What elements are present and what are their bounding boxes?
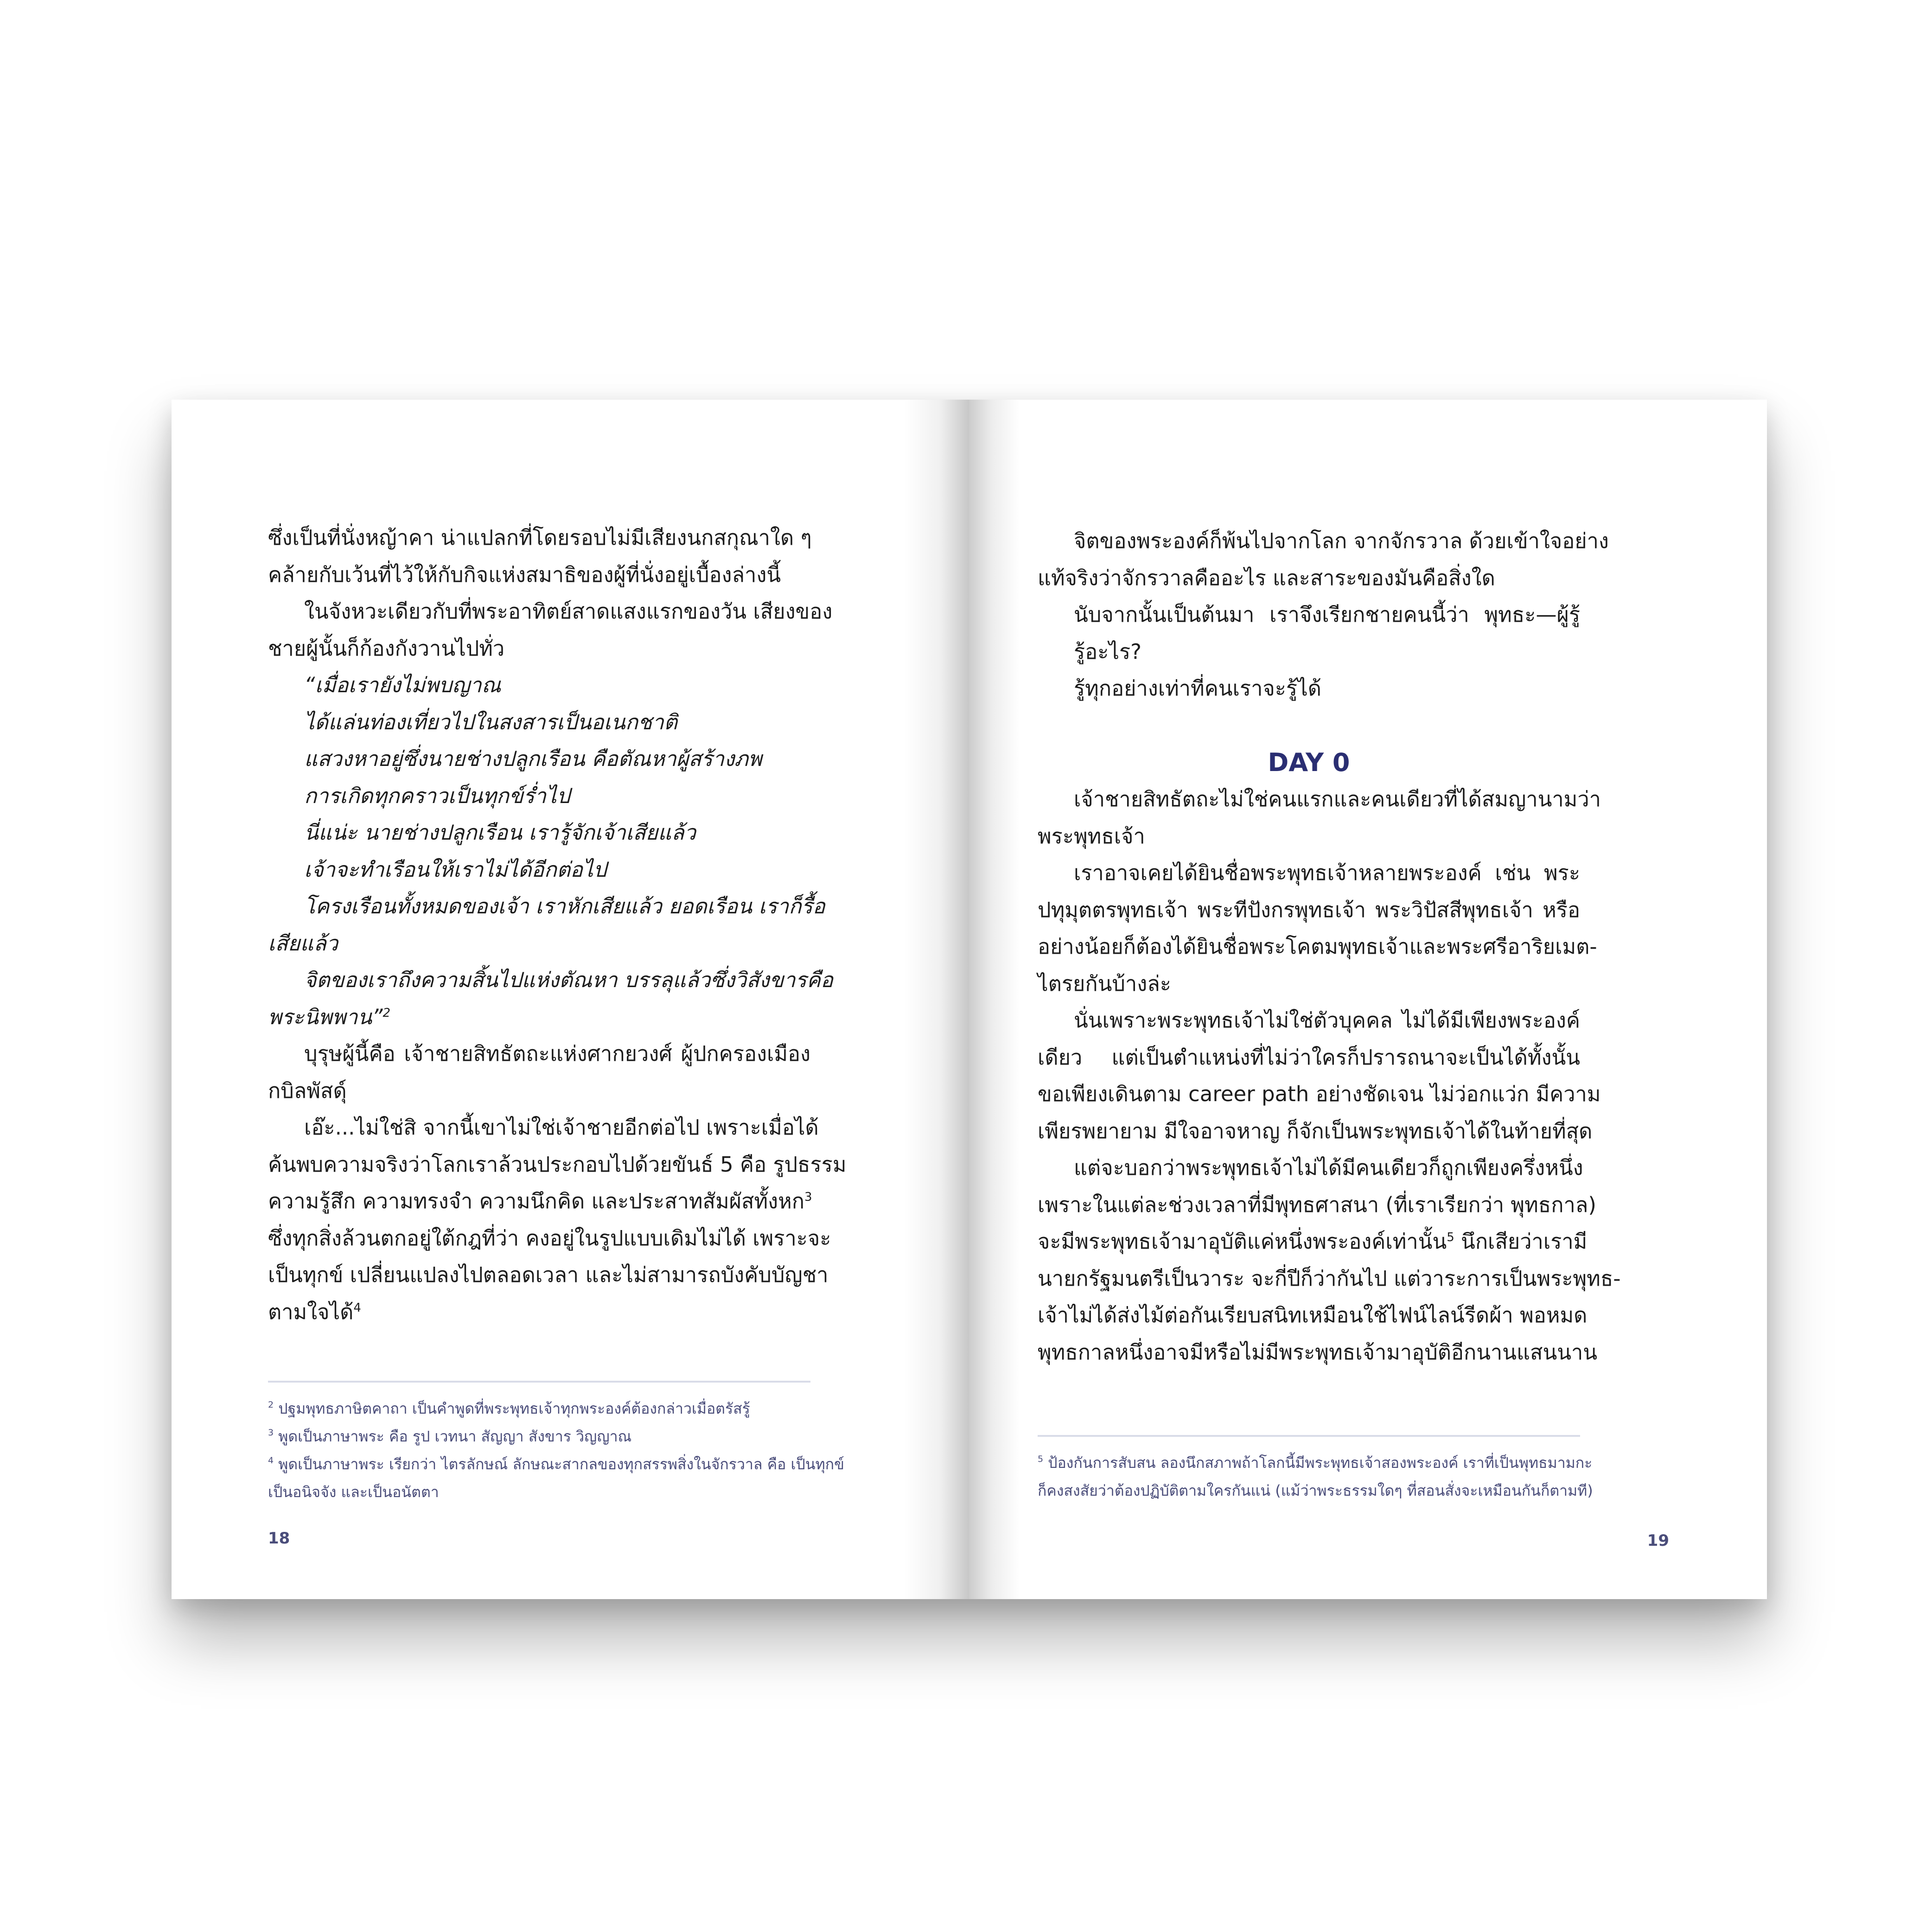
line-text: นี่แน่ะ นายช่างปลูกเรือน เรารู้จักเจ้าเสียแล้ว — [304, 820, 696, 845]
line-text: จะมีพระพุทธเจ้ามาอุบัติแค่หนึ่งพระองค์เท่านั้น — [1038, 1229, 1447, 1254]
footnote-text: พูดเป็นภาษาพระ คือ รูป เวทนา สัญญา สังขาร วิญญาณ — [278, 1428, 632, 1445]
line-text: เพียรพยายาม มีใจอาจหาญ ก็จักเป็นพระพุทธเจ้าได้ในท้ายที่สุด — [1038, 1118, 1593, 1143]
text-line — [1038, 633, 1580, 670]
text-line — [268, 1072, 810, 1109]
footnote-marker: 5 — [1447, 1231, 1454, 1244]
text-line — [268, 704, 810, 741]
footnote-number: 3 — [268, 1428, 274, 1438]
line-text: แต่จะบอกว่าพระพุทธเจ้าไม่ได้มีคนเดียวก็ถูกเพียงครึ่งหนึ่ง — [1074, 1155, 1583, 1180]
text-line — [1038, 1076, 1601, 1113]
line-text: ตามใจได้ — [268, 1299, 354, 1324]
text-line — [268, 519, 810, 556]
text-line — [268, 1146, 847, 1183]
text-line — [268, 667, 810, 704]
line-text: พระพุทธเจ้า — [1038, 823, 1145, 848]
footnote-marker: 3 — [804, 1190, 812, 1204]
text-line — [268, 1109, 819, 1146]
footnote-text: ป้องกันการสับสน ลองนึกสภาพถ้าโลกนี้มีพระพุทธเจ้าสองพระองค์ เราที่เป็นพุทธมามกะ — [1048, 1454, 1593, 1472]
text-line — [268, 630, 810, 667]
line-text: นายกรัฐมนตรีเป็นวาระ จะกี่ปีก็ว่ากันไป แต่วาระการเป็นพระพุทธ- — [1038, 1266, 1621, 1291]
line-text: เป็นทุกข์ เปลี่ยนแปลงไปตลอดเวลา และไม่สามารถบังคับบัญชา — [268, 1262, 829, 1287]
footnote-marker: 4 — [353, 1301, 361, 1315]
text-line — [268, 778, 810, 815]
text-line — [268, 740, 810, 778]
line-text: เสียแล้ว — [268, 931, 338, 956]
footnote — [1038, 1477, 1593, 1505]
line-text: ชายผู้นั้นก็ก้องกังวานไปทั่ว — [268, 636, 505, 661]
footnote-text: ปฐมพุทธภาษิตคาถา เป็นคำพูดที่พระพุทธเจ้าทุกพระองค์ต้องกล่าวเมื่อตรัสรู้ — [278, 1400, 750, 1417]
text-line — [1038, 670, 1580, 707]
line-text: นั่นเพราะพระพุทธเจ้าไม่ใช่ตัวบุคคล ไม่ได้มีเพียงพระองค์ — [1074, 1008, 1580, 1033]
line-text: “เมื่อเรายังไม่พบญาณ — [304, 673, 501, 697]
text-line — [1038, 596, 1580, 633]
left-page — [172, 400, 969, 1599]
line-text: พระนิพพาน” — [268, 1004, 383, 1029]
line-text: บุรุษผู้นี้คือ เจ้าชายสิทธัตถะแห่งศากยวงศ์ ผู้ปกครองเมือง — [304, 1041, 810, 1066]
line-text: ในจังหวะเดียวกับที่พระอาทิตย์สาดแสงแรกของวัน เสียงของ — [304, 599, 833, 624]
line-text: พุทธกาลหนึ่งอาจมีหรือไม่มีพระพุทธเจ้ามาอุบัติอีกนานแสนนาน — [1038, 1339, 1598, 1365]
line-text: รู้อะไร? — [1074, 639, 1142, 664]
text-line — [268, 925, 810, 962]
line-text: ค้นพบความจริงว่าโลกเราล้วนประกอบไปด้วยขันธ์ 5 คือ รูปธรรม — [268, 1152, 847, 1177]
line-text: ได้แล่นท่องเที่ยวไปในสงสารเป็นอเนกชาติ — [304, 709, 677, 734]
line-text: เพราะในแต่ละช่วงเวลาที่มีพุทธศาสนา (ที่เราเรียกว่า พุทธกาล) — [1038, 1192, 1596, 1217]
text-line — [1038, 928, 1597, 965]
text-line — [1038, 818, 1580, 855]
text-line — [268, 1294, 810, 1331]
text-line — [1038, 1039, 1580, 1076]
right-body-text — [1038, 523, 1621, 1371]
text-line — [1038, 1260, 1621, 1297]
line-text: อย่างน้อยก็ต้องได้ยินชื่อพระโคตมพุทธเจ้าและพระศรีอาริยเมต- — [1038, 934, 1597, 959]
text-line — [268, 593, 833, 630]
footnote-number: 5 — [1038, 1454, 1044, 1464]
line-text: รู้ทุกอย่างเท่าที่คนเราจะรู้ได้ — [1074, 676, 1321, 701]
text-line — [1038, 854, 1580, 892]
section-heading: DAY 0 — [1268, 747, 1350, 777]
text-line — [1038, 560, 1580, 597]
book-spread — [172, 400, 1767, 1599]
footnote-number: 4 — [268, 1455, 274, 1466]
footnote-number: 2 — [268, 1400, 274, 1410]
text-line — [1038, 523, 1609, 560]
line-text: ซึ่งเป็นที่นั่งหญ้าคา น่าแปลกที่โดยรอบไม่มีเสียงนกสกุณาใด ๆ — [268, 525, 812, 550]
line-text: แท้จริงว่าจักรวาลคืออะไร และสาระของมันคือสิ่งใด — [1038, 565, 1495, 590]
footnote — [268, 1422, 810, 1450]
line-text: ไตรยกันบ้างล่ะ — [1038, 971, 1171, 996]
text-line — [268, 851, 810, 888]
text-line — [1038, 1186, 1596, 1224]
text-line — [1038, 1297, 1588, 1334]
line-text: ขอเพียงเดินตาม career path อย่างชัดเจน ไม่ว่อกแว่ก มีความ — [1038, 1082, 1601, 1106]
line-text: แสวงหาอยู่ซึ่งนายช่างปลูกเรือน คือตัณหาผู้สร้างภพ — [304, 746, 762, 771]
text-line — [268, 1256, 829, 1294]
text-line — [1038, 781, 1601, 818]
line-text: เราอาจเคยได้ยินชื่อพระพุทธเจ้าหลายพระองค์ เช่น พระ — [1074, 861, 1580, 885]
line-text: โครงเรือนทั้งหมดของเจ้า เราหักเสียแล้ว ยอดเรือน เราก็รื้อ — [304, 894, 825, 918]
left-footnotes — [268, 1395, 844, 1506]
line-text: เจ้าไม่ได้ส่งไม้ต่อกันเรียบสนิทเหมือนใช้ไฟน์ไลน์รีดผ้า พอหมด — [1038, 1303, 1588, 1327]
footnote — [268, 1450, 844, 1478]
footnote-marker: 2 — [383, 1006, 390, 1020]
text-line — [1038, 1334, 1598, 1371]
footnote-text: เป็นอนิจจัง และเป็นอนัตตา — [268, 1483, 439, 1501]
right-footnotes — [1038, 1449, 1593, 1505]
line-text: คล้ายกับเว้นที่ไว้ให้กับกิจแห่งสมาธิของผู้ที่นั่งอยู่เบื้องล่างนี้ — [268, 562, 781, 587]
footnote-text: ก็คงสงสัยว่าต้องปฏิบัติตามใครกันแน่ (แม้ว่าพระธรรมใดๆ ที่สอนสั่งจะเหมือนกันก็ตามที) — [1038, 1482, 1593, 1499]
text-line — [268, 888, 825, 925]
line-text: เดียว แต่เป็นตำแหน่งที่ไม่ว่าใครก็ปรารถนาจะเป็นได้ทั้งนั้น — [1038, 1045, 1580, 1070]
footnote-text: พูดเป็นภาษาพระ เรียกว่า ไตรลักษณ์ ลักษณะสากลของทุกสรรพสิ่งในจักรวาล คือ เป็นทุกข์ — [278, 1455, 844, 1473]
text-line — [268, 1035, 810, 1072]
footnote — [1038, 1449, 1593, 1477]
page-number-left: 18 — [268, 1529, 290, 1548]
text-line — [268, 1220, 831, 1257]
text-line — [268, 1183, 810, 1220]
left-body-text — [268, 519, 847, 1330]
line-text: เอ๊ะ...ไม่ใช่สิ จากนี้เขาไม่ใช่เจ้าชายอีกต่อไป เพราะเมื่อได้ — [304, 1115, 819, 1140]
line-text: จิตของพระองค์ก็พ้นไปจากโลก จากจักรวาล ด้วยเข้าใจอย่าง — [1074, 529, 1609, 553]
text-line — [268, 999, 810, 1036]
line-text: เจ้าชายสิทธัตถะไม่ใช่คนแรกและคนเดียวที่ได้สมญานามว่า — [1074, 787, 1601, 811]
line-text: ปทุมุตตรพุทธเจ้า พระทีปังกรพุทธเจ้า พระวิปัสสีพุทธเจ้า หรือ — [1038, 897, 1580, 922]
text-line — [268, 556, 810, 593]
text-line — [1038, 1113, 1593, 1150]
text-line — [1038, 1149, 1583, 1186]
section-gap — [1038, 707, 1580, 744]
line-text: เจ้าจะทำเรือนให้เราไม่ได้อีกต่อไป — [304, 857, 607, 882]
text-line — [1038, 1002, 1580, 1039]
footnote — [268, 1395, 810, 1422]
footnote-divider — [1038, 1435, 1580, 1437]
line-text-continued: นึกเสียว่าเรามี — [1454, 1229, 1588, 1254]
line-text: การเกิดทุกคราวเป็นทุกข์ร่ำไป — [304, 783, 570, 808]
line-text: กบิลพัสดุ์ — [268, 1078, 347, 1103]
line-text: จิตของเราถึงความสิ้นไปแห่งตัณหา บรรลุแล้วซึ่งวิสังขารคือ — [304, 968, 833, 992]
text-line — [268, 814, 810, 851]
text-line — [268, 962, 833, 999]
text-line — [1038, 965, 1580, 1002]
right-page — [969, 400, 1766, 1599]
line-text: ความรู้สึก ความทรงจำ ความนึกคิด และประสาทสัมผัสทั้งหก — [268, 1189, 805, 1213]
line-text: ซึ่งทุกสิ่งล้วนตกอยู่ใต้กฎที่ว่า คงอยู่ในรูปแบบเดิมไม่ได้ เพราะจะ — [268, 1225, 831, 1250]
line-text: นับจากนั้นเป็นต้นมา เราจึงเรียกชายคนนี้ว่า พุทธะ—ผู้รู้ — [1074, 602, 1580, 627]
text-line — [1038, 1223, 1588, 1260]
footnote — [268, 1478, 810, 1506]
footnote-divider — [268, 1381, 810, 1383]
page-number-right: 19 — [1647, 1531, 1669, 1550]
text-line — [1038, 892, 1580, 929]
